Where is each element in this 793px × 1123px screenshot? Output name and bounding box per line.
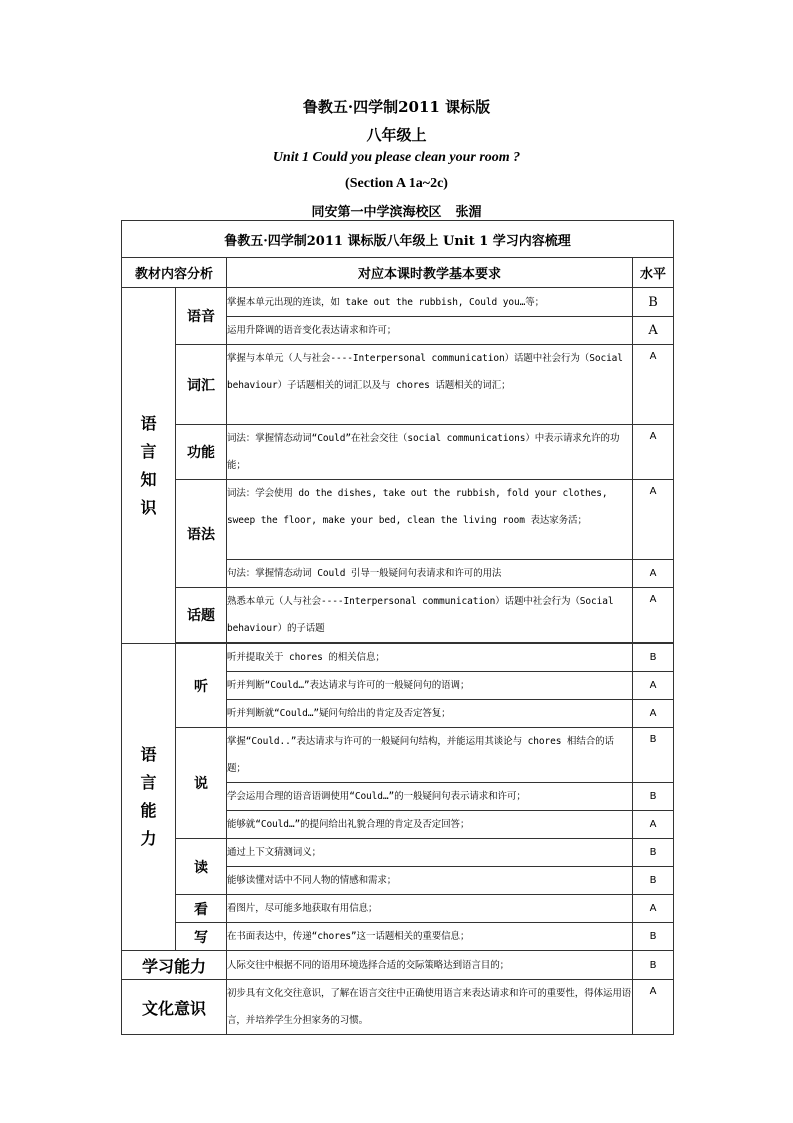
sub-topic: 话题 — [176, 588, 227, 643]
level-value: A — [633, 560, 674, 588]
section-title: (Section A 1a~2c) — [345, 176, 448, 191]
level-value: A — [633, 480, 674, 560]
requirement-text: 人际交往中根据不同的语用环境选择合适的交际策略达到语言目的； — [227, 951, 633, 980]
level-value: B — [633, 951, 674, 980]
table-caption: 鲁教五·四学制2011 课标版八年级上 Unit 1 学习内容梳理 — [122, 221, 674, 258]
table-row — [122, 839, 674, 867]
sub-reading: 读 — [176, 839, 227, 895]
level-value: B — [633, 839, 674, 867]
level-value: A — [633, 317, 674, 345]
level-value: A — [633, 425, 674, 480]
table-row — [122, 588, 674, 643]
table-row — [122, 951, 674, 980]
sub-pronunciation: 语音 — [176, 288, 227, 345]
col-header-requirements: 对应本课时教学基本要求 — [227, 258, 633, 288]
level-value: B — [633, 288, 674, 317]
table-row — [122, 923, 674, 951]
table-row — [122, 480, 674, 560]
table-row — [122, 425, 674, 480]
category-knowledge: 语 言 知 识 — [122, 288, 176, 644]
author-line — [0, 201, 793, 220]
school-name: 同安第一中学滨海校区 — [311, 205, 442, 220]
category-learning: 学习能力 — [122, 951, 227, 980]
content-table — [121, 220, 674, 1035]
requirement-text: 能够就“Could…”的提问给出礼貌合理的肯定及否定回答； — [227, 811, 633, 839]
requirement-text: 学会运用合理的语音语调使用“Could…”的一般疑问句表示请求和许可； — [227, 783, 633, 811]
unit-title: Unit 1 Could you please clean your room ? — [272, 150, 521, 165]
requirement-text: 句法：掌握情态动词 Could 引导一般疑问句表请求和许可的用法 — [227, 560, 633, 588]
table-row — [122, 644, 674, 672]
level-value: A — [633, 588, 674, 643]
sub-writing: 写 — [176, 923, 227, 951]
requirement-text: 能够读懂对话中不同人物的情感和需求； — [227, 867, 633, 895]
requirement-text: 运用升降调的语音变化表达请求和许可； — [227, 317, 633, 345]
category-culture: 文化意识 — [122, 980, 227, 1035]
author-name: 张湄 — [455, 205, 482, 220]
table-row — [122, 345, 674, 425]
sub-listening: 听 — [176, 644, 227, 728]
level-value: A — [633, 980, 674, 1035]
level-value: A — [633, 672, 674, 700]
col-header-content: 教材内容分析 — [122, 258, 227, 288]
table-row — [122, 288, 674, 317]
col-header-level: 水平 — [633, 258, 674, 288]
page-grade: 八年级上 — [366, 126, 427, 144]
page-title: 鲁教五·四学制2011 课标版 — [302, 98, 491, 116]
requirement-text: 词法：掌握情态动词“Could”在社会交往（social communications）中表示请求允许的功能； — [227, 425, 633, 480]
requirement-text: 掌握本单元出现的连读，如 take out the rubbish, Could you…等； — [227, 288, 633, 317]
requirement-text: 通过上下文猜测词义； — [227, 839, 633, 867]
level-value: B — [633, 728, 674, 783]
sub-vocabulary: 词汇 — [176, 345, 227, 425]
requirement-text: 看图片，尽可能多地获取有用信息； — [227, 895, 633, 923]
requirement-text: 词法：学会使用 do the dishes, take out the rubbish, fold your clothes, sweep the floor, make your bed, clean the living room 表达家务活； — [227, 480, 633, 560]
level-value: A — [633, 895, 674, 923]
requirement-text: 听并判断“Could…”表达请求与许可的一般疑问句的语调； — [227, 672, 633, 700]
requirement-text: 初步具有文化交往意识，了解在语言交往中正确使用语言来表达请求和许可的重要性，得体运用语言，并培养学生分担家务的习惯。 — [227, 980, 633, 1035]
table-row — [122, 728, 674, 783]
level-value: B — [633, 644, 674, 672]
level-value: A — [633, 345, 674, 425]
sub-function: 功能 — [176, 425, 227, 480]
requirement-text: 熟悉本单元（人与社会----Interpersonal communication）话题中社会行为（Social behaviour）的子话题 — [227, 588, 633, 643]
requirement-text: 听并提取关于 chores 的相关信息； — [227, 644, 633, 672]
level-value: A — [633, 700, 674, 728]
requirement-text: 掌握“Could..”表达请求与许可的一般疑问句结构，并能运用其谈论与 chores 相结合的话题； — [227, 728, 633, 783]
level-value: B — [633, 923, 674, 951]
requirement-text: 听并判断就“Could…”疑问句给出的肯定及否定答复； — [227, 700, 633, 728]
category-ability: 语 言 能 力 — [122, 644, 176, 951]
table-row — [122, 895, 674, 923]
requirement-text: 掌握与本单元（人与社会----Interpersonal communication）话题中社会行为（Social behaviour）子话题相关的词汇以及与 chores 话题相关的词汇； — [227, 345, 633, 425]
level-value: A — [633, 811, 674, 839]
level-value: B — [633, 783, 674, 811]
table-header-row — [122, 258, 674, 288]
sub-grammar: 语法 — [176, 480, 227, 588]
level-value: B — [633, 867, 674, 895]
sub-viewing: 看 — [176, 895, 227, 923]
table-row — [122, 980, 674, 1035]
requirement-text: 在书面表达中，传递“chores”这一话题相关的重要信息； — [227, 923, 633, 951]
sub-speaking: 说 — [176, 728, 227, 839]
